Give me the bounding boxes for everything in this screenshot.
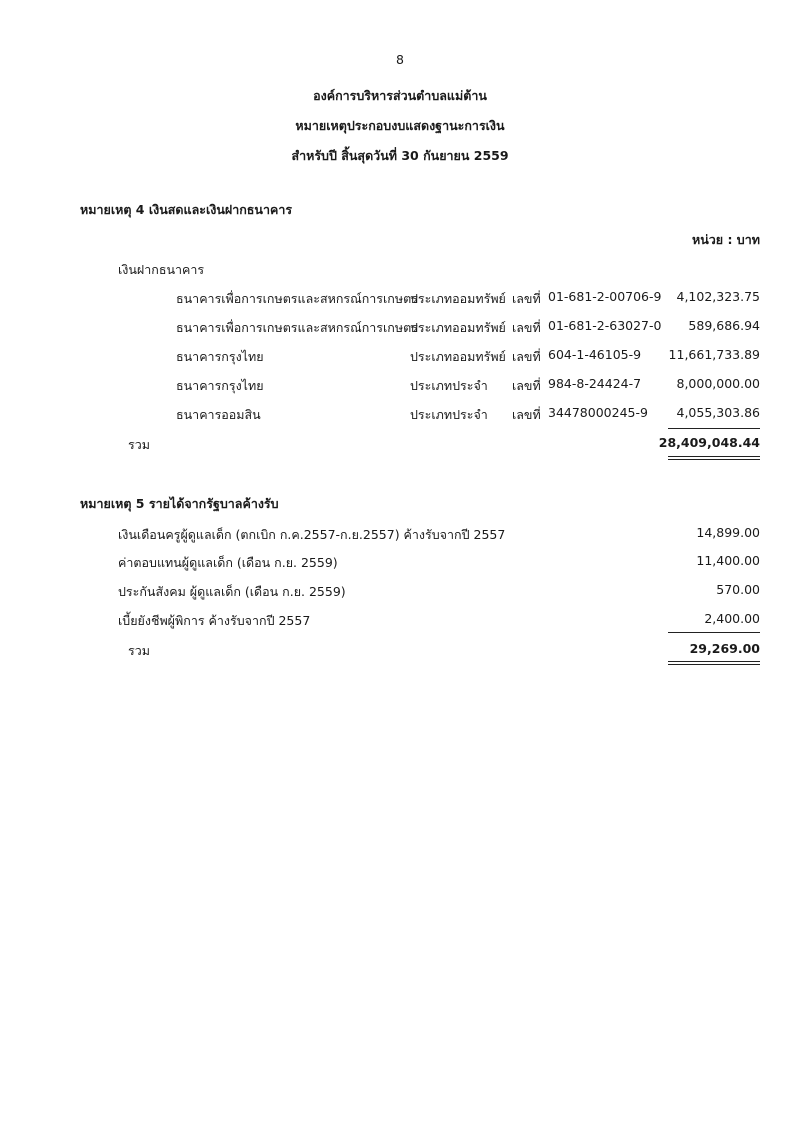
amount: 4,102,323.75 <box>676 289 760 304</box>
account-label: เลขที่ <box>512 291 541 306</box>
double-underline <box>668 661 760 665</box>
note5-total-amount: 29,269.00 <box>689 641 760 656</box>
amount: 2,400.00 <box>704 611 760 626</box>
note5-heading: หมายเหตุ 5 รายได้จากรัฐบาลค้างรับ <box>80 496 279 511</box>
page-number: 8 <box>396 52 404 67</box>
account-type: ประเภทประจำ <box>410 378 488 393</box>
note4-total-label: รวม <box>128 437 150 452</box>
account-type: ประเภทประจำ <box>410 407 488 422</box>
amount: 8,000,000.00 <box>676 376 760 391</box>
item-label: เบี้ยยังชีพผู้พิการ ค้างรับจากปี 2557 <box>118 613 311 628</box>
unit-label: หน่วย : บาท <box>691 232 760 247</box>
amount: 570.00 <box>716 582 760 597</box>
subtotal-rule <box>668 632 760 633</box>
item-label: ประกันสังคม ผู้ดูแลเด็ก (เดือน ก.ย. 2559) <box>118 584 346 599</box>
bank-name: ธนาคารกรุงไทย <box>176 378 264 393</box>
account-label: เลขที่ <box>512 349 541 364</box>
note4-total-amount: 28,409,048.44 <box>658 435 760 450</box>
account-number: 01-681-2-63027-0 <box>548 318 662 333</box>
account-number: 34478000245-9 <box>548 405 648 420</box>
account-number: 984-8-24424-7 <box>548 376 642 391</box>
note5-total-label: รวม <box>128 643 150 658</box>
amount: 4,055,303.86 <box>676 405 760 420</box>
note4-heading: หมายเหตุ 4 เงินสดและเงินฝากธนาคาร <box>80 202 293 217</box>
account-label: เลขที่ <box>512 378 541 393</box>
account-label: เลขที่ <box>512 407 541 422</box>
amount: 14,899.00 <box>696 525 760 540</box>
amount: 589,686.94 <box>688 318 760 333</box>
item-label: ค่าตอบแทนผู้ดูแลเด็ก (เดือน ก.ย. 2559) <box>118 555 338 570</box>
account-number: 01-681-2-00706-9 <box>548 289 662 304</box>
subtotal-rule <box>668 428 760 429</box>
organization-name: องค์การบริหารส่วนตำบลแม่ต้าน <box>313 88 487 103</box>
reporting-period: สำหรับปี สิ้นสุดวันที่ 30 กันยายน 2559 <box>291 148 509 163</box>
amount: 11,400.00 <box>696 553 760 568</box>
bank-name: ธนาคารกรุงไทย <box>176 349 264 364</box>
amount: 11,661,733.89 <box>668 347 760 362</box>
bank-name: ธนาคารเพื่อการเกษตรและสหกรณ์การเกษตร <box>176 320 418 335</box>
document-title: หมายเหตุประกอบงบแสดงฐานะการเงิน <box>295 118 505 133</box>
double-underline <box>668 456 760 460</box>
bank-deposit-subheading: เงินฝากธนาคาร <box>118 262 205 277</box>
account-type: ประเภทออมทรัพย์ <box>410 291 506 306</box>
account-number: 604-1-46105-9 <box>548 347 642 362</box>
account-label: เลขที่ <box>512 320 541 335</box>
item-label: เงินเดือนครูผู้ดูแลเด็ก (ตกเบิก ก.ค.2557-ก.ย.2557) ค้างรับจากปี 2557 <box>118 527 506 542</box>
bank-name: ธนาคารเพื่อการเกษตรและสหกรณ์การเกษตร <box>176 291 418 306</box>
bank-name: ธนาคารออมสิน <box>176 407 261 422</box>
account-type: ประเภทออมทรัพย์ <box>410 320 506 335</box>
account-type: ประเภทออมทรัพย์ <box>410 349 506 364</box>
